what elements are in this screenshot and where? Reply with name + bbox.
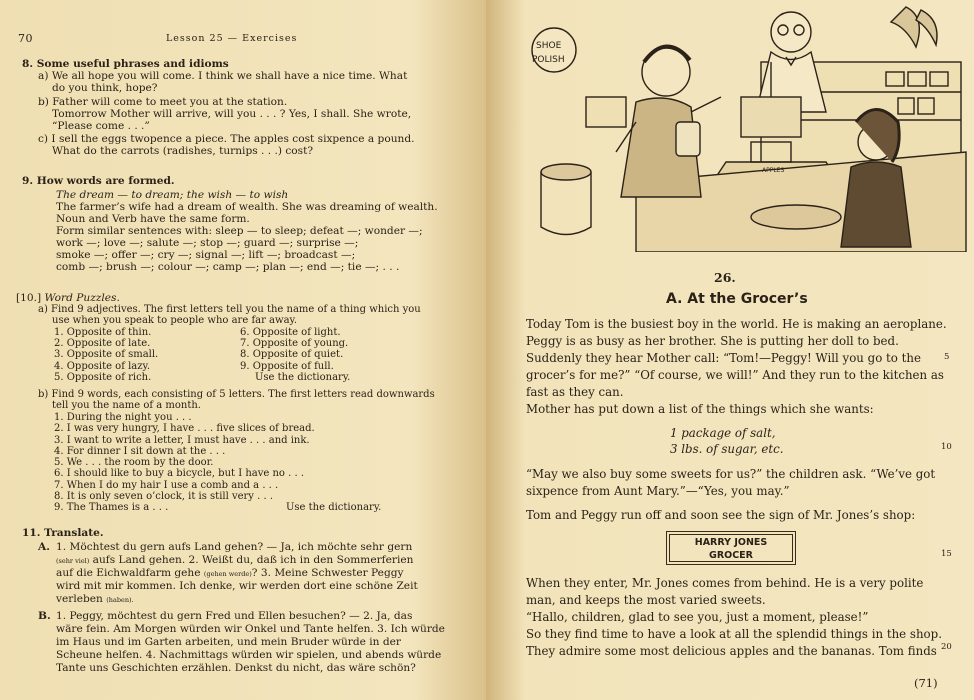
- s11-A-line: auf die Eichwaldfarm gehe (gehen werde)? 3. Meine Schwester Peggy: [56, 567, 404, 579]
- s10-a-right-column: 6. Opposite of light. 7. Opposite of young. 8. Opposite of quiet. 9. Opposite of full. Use the dictionary.: [240, 327, 351, 383]
- s11-B-line: 1. Peggy, möchtest du gern Fred und Ellen besuchen? — 2. Ja, das: [56, 610, 413, 622]
- para4-line: When they enter, Mr. Jones comes from behind. He is a very polite: [526, 576, 924, 590]
- shop-sign-name: HARRY JONES: [694, 537, 768, 548]
- page-number-right: (71): [914, 676, 938, 690]
- para4-line: man, and keeps the most varied sweets.: [526, 593, 766, 607]
- illus-sign-polish: POLISH: [532, 55, 565, 65]
- grocer-shop-illustration: [526, 2, 974, 252]
- s10-a-intro: use when you speak to people who are far away.: [52, 315, 298, 326]
- s11-B-line: im Haus und im Garten arbeiten, und mein Bruder würde in der: [56, 636, 401, 648]
- s8-line: What do the carrots (radishes, turnips . . .) cost?: [52, 145, 314, 157]
- s10-a-left-column: 1. Opposite of thin. 2. Opposite of late. 3. Opposite of small. 4. Opposite of lazy. 5. Opposite of rich.: [54, 327, 159, 383]
- para1-line: Mother has put down a list of the things which she wants:: [526, 402, 874, 416]
- line-number: 15: [941, 549, 952, 559]
- para1-line: Peggy is as busy as her brother. She is putting her doll to bed.: [526, 334, 899, 348]
- s8-line: Tomorrow Mother will arrive, will you . . . ? Yes, I shall. She wrote,: [52, 108, 412, 120]
- s11-B-label: B.: [38, 610, 51, 622]
- line-number: 20: [941, 642, 952, 652]
- s8-line: c) I sell the eggs twopence a piece. The apples cost sixpence a pound.: [38, 133, 415, 145]
- line-number: 10: [941, 442, 952, 452]
- s10-b-items: 1. During the night you . . . 2. I was very hungry, I have . . . five slices of bread. 3. I want to write a letter, I must have . . . and ink. 4. For dinner I sit down at the . . . 5. We . . . the room by the door. 6. I should like to buy a bicycle, but I have no . . . 7. When I do my hair I use a comb and a . . . 8. It is only seven o’clock, it is still very . . . 9. The Thames is a . . .: [54, 412, 315, 514]
- para2-line: sixpence from Aunt Mary.”—“Yes, you may.”: [526, 484, 790, 498]
- s9-line: comb —; brush —; colour —; camp —; plan —; end —; tie —; . . .: [56, 261, 400, 273]
- s10-a-intro: a) Find 9 adjectives. The first letters tell you the name of a thing which you: [38, 304, 421, 315]
- shop-sign-trade: GROCER: [709, 550, 753, 561]
- s9-line: Noun and Verb have the same form.: [56, 213, 250, 225]
- s8-line: a) We all hope you will come. I think we shall have a nice time. What: [38, 70, 408, 82]
- s9-line: work —; love —; salute —; stop —; guard —; surprise —;: [56, 237, 359, 249]
- para1-line: grocer’s for me?” “Of course, we will!” And they run to the kitchen as: [526, 368, 944, 382]
- para4-line: So they find time to have a look at all the splendid things in the shop.: [526, 627, 942, 641]
- s11-A-label: A.: [38, 541, 50, 553]
- s9-line: The farmer’s wife had a dream of wealth. She was dreaming of wealth.: [56, 201, 438, 213]
- para4-line: They admire some most delicious apples and the bananas. Tom finds: [526, 644, 937, 658]
- s11-A-line: 1. Möchtest du gern aufs Land gehen? — Ja, ich möchte sehr gern: [56, 541, 413, 553]
- line-number: 5: [944, 352, 950, 362]
- shopping-list-item: 3 lbs. of sugar, etc.: [670, 442, 784, 456]
- section-10-title: [10.] Word Puzzles.: [16, 292, 120, 304]
- running-header: Lesson 25 — Exercises: [166, 33, 298, 44]
- s10-b-dictionary: Use the dictionary.: [286, 502, 382, 513]
- left-page: [0, 0, 486, 700]
- s8-line: do you think, hope?: [52, 82, 158, 94]
- s11-B-line: Scheune helfen. 4. Nachmittags würden wir spielen, und abends würde: [56, 649, 442, 661]
- lesson-number: 26.: [714, 270, 736, 285]
- para1-line: Today Tom is the busiest boy in the world. He is making an aeroplane.: [526, 317, 947, 331]
- para1-line: fast as they can.: [526, 385, 624, 399]
- s8-line: “Please come . . .”: [52, 120, 150, 132]
- s11-A-line: verleben (haben).: [56, 593, 134, 605]
- s11-B-line: wäre fein. Am Morgen würden wir Onkel und Tante helfen. 3. Ich würde: [56, 623, 445, 635]
- section-8-title: 8. Some useful phrases and idioms: [22, 58, 229, 70]
- s11-B-line: Tante uns Geschichten erzählen. Denkst du nicht, das wäre schön?: [56, 662, 416, 674]
- page-number-left: 70: [18, 32, 33, 45]
- s10-b-intro: tell you the name of a month.: [52, 400, 201, 411]
- section-9-title: 9. How words are formed.: [22, 175, 175, 187]
- right-page: [486, 0, 974, 700]
- shop-sign: [666, 531, 796, 565]
- illus-sign-shoe: SHOE: [536, 41, 562, 51]
- s10-b-intro: b) Find 9 words, each consisting of 5 letters. The first letters read downwards: [38, 389, 435, 400]
- para4-line: “Hallo, children, glad to see you, just a moment, please!”: [526, 610, 869, 624]
- s11-A-line: (sehr viel) aufs Land gehen. 2. Weißt du, daß ich in den Sommerferien: [56, 554, 414, 566]
- s9-line: Form similar sentences with: sleep — to sleep; defeat —; wonder —;: [56, 225, 423, 237]
- section-11-title: 11. Translate.: [22, 527, 104, 539]
- s8-line: b) Father will come to meet you at the station.: [38, 96, 288, 108]
- s11-A-line: wird mit mir kommen. Ich denke, wir werden dort eine schöne Zeit: [56, 580, 418, 592]
- shopping-list-item: 1 package of salt,: [670, 426, 776, 440]
- lesson-title: A. At the Grocer’s: [666, 291, 808, 307]
- para2-line: “May we also buy some sweets for us?” the children ask. “We’ve got: [526, 467, 936, 481]
- illus-scale-label: APPLES: [762, 167, 785, 174]
- para1-line: Suddenly they hear Mother call: “Tom!—Peggy! Will you go to the: [526, 351, 921, 365]
- s9-line: The dream — to dream; the wish — to wish: [56, 189, 289, 201]
- s9-line: smoke —; offer —; cry —; signal —; lift —; broadcast —;: [56, 249, 356, 261]
- para3-line: Tom and Peggy run off and soon see the sign of Mr. Jones’s shop:: [526, 508, 916, 522]
